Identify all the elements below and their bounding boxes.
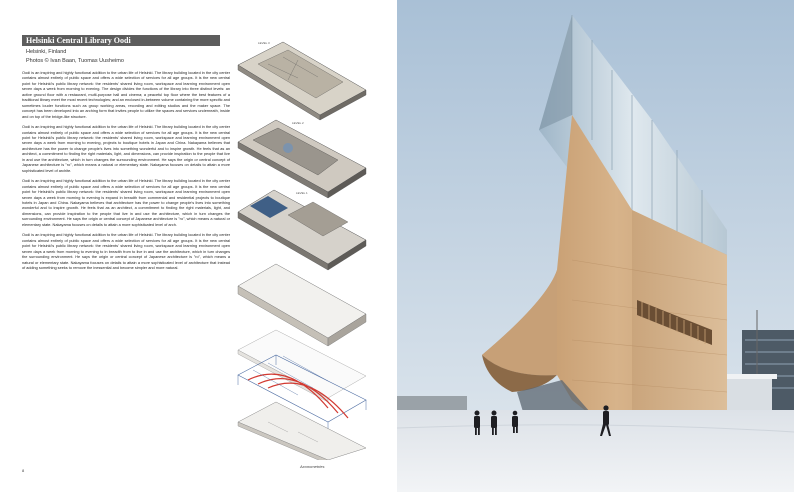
axonometric-diagrams xyxy=(228,30,378,460)
paragraph-1: Oodi is an inspiring and highly functional addition to the urban life of Helsinki. The library building located in the city center contains almost entirely of public space and offers a wide selection of services for all age groups. It is the new central point for Helsinki's public library network: the residents' shared living room, workspace and learning environment open seven days a week from morning to evening. The design divides the functions of the library into three distinct levels: an active ground floor with a restaurant, multi-purpose hall and cinema; a peaceful top floor where the best features of a traditional library meet the most recent technologies; and an enclosed in-between volume containing the more specific and sometimes louder functions such as group working areas, recording and editing studios and the maker space. The concept has been developed into an arching form that invites people to utilize the spaces and services underneath, inside and on top of the bridge-like structure. xyxy=(22,71,230,119)
diagram-label-1: LEVEL 3 xyxy=(258,41,270,45)
snow-ground xyxy=(397,410,794,492)
paragraph-2: Oodi is an inspiring and highly functional addition to the urban life of Helsinki. The library building located in the city center contains almost entirely of public space and offers a wide selection of services for all age groups. It is the new central point for Helsinki's public library network: the residents' shared living room, workspace and learning environment open seven days a week from morning to evening, projects to boutique hotels in Japan and China. Nakayama believes that architecture has the power to change people's lives into something wonderful and to inspire growth. He feels that as an architect, a commitment to finding the right materials, light, and dimensions, can provide inspiration to the people that live in and use the architecture, which in turn changes the surrounding environment. He says the origin or central concept of Japanese architecture is "ro", which means a natural or elementary state. Nakayama focuses on details to attain a more sophisticated level of archite. xyxy=(22,125,230,173)
article-body xyxy=(22,71,230,276)
diagram-label-2: LEVEL 2 xyxy=(292,121,304,125)
oodi-library-photo xyxy=(397,0,794,492)
paragraph-3: Oodi is an inspiring and highly functional addition to the urban life of Helsinki. The library building located in the city center contains almost entirely of public space and offers a wide selection of services for all age groups. It is the new central point for Helsinki's public library network: the residents' shared living room, workspace and learning environment open seven days a week from morning to evening is expand in breadth from commercial and residential projects to boutique hotels in Japan and China. Nakayama believes that architecture has the power to change people's lives into something wonderful and to inspire growth. He feels that as an architect, a commitment to finding the right materials, light, and dimensions, can provide inspiration to the people that live in and use the architecture, which in turn changes the surrounding environment. He says the origin or central concept of Japanese architecture is "ro", which means a natural or elementary state. Nakayama focuses on details to attain a more sophisticated level of arch. xyxy=(22,179,230,227)
diagram-label-3: LEVEL 1 xyxy=(296,191,308,195)
axonometry-ground xyxy=(238,402,366,460)
page-number: 8 xyxy=(22,468,25,473)
paragraph-4: Oodi is an inspiring and highly functional addition to the urban life of Helsinki. The library building located in the city center contains almost entirely of public space and offers a wide selection of services for all age groups. It is the new central point for Helsinki's public library network: the residents' shared living room, workspace and learning environment open seven days a week from morning to evening to in breadth from to live in and use the architecture, which in turn changes the surrounding environment. He says the origin or central concept of Japanese architecture is "ro", which means a natural or elementary state. Nakayama focuses on details to attain a more sophisticated level of architecture that instead of adding something seeks to remove the inessential and become simpler and more natural. xyxy=(22,233,230,270)
axonometry-roof xyxy=(238,264,366,346)
axonometry-level-3 xyxy=(238,41,366,120)
photo-credit: Photos © Ivan Baan, Tuomas Uusheimo xyxy=(26,58,124,64)
diagram-caption: Axonometries xyxy=(300,464,325,469)
article-title: Helsinki Central Library Oodi xyxy=(26,36,131,45)
article-location: Helsinki, Finland xyxy=(26,49,67,55)
axonometry-level-2 xyxy=(238,120,366,198)
building-photo xyxy=(397,0,794,492)
axonometry-envelope xyxy=(238,330,366,402)
axonometry-level-1 xyxy=(238,190,366,270)
